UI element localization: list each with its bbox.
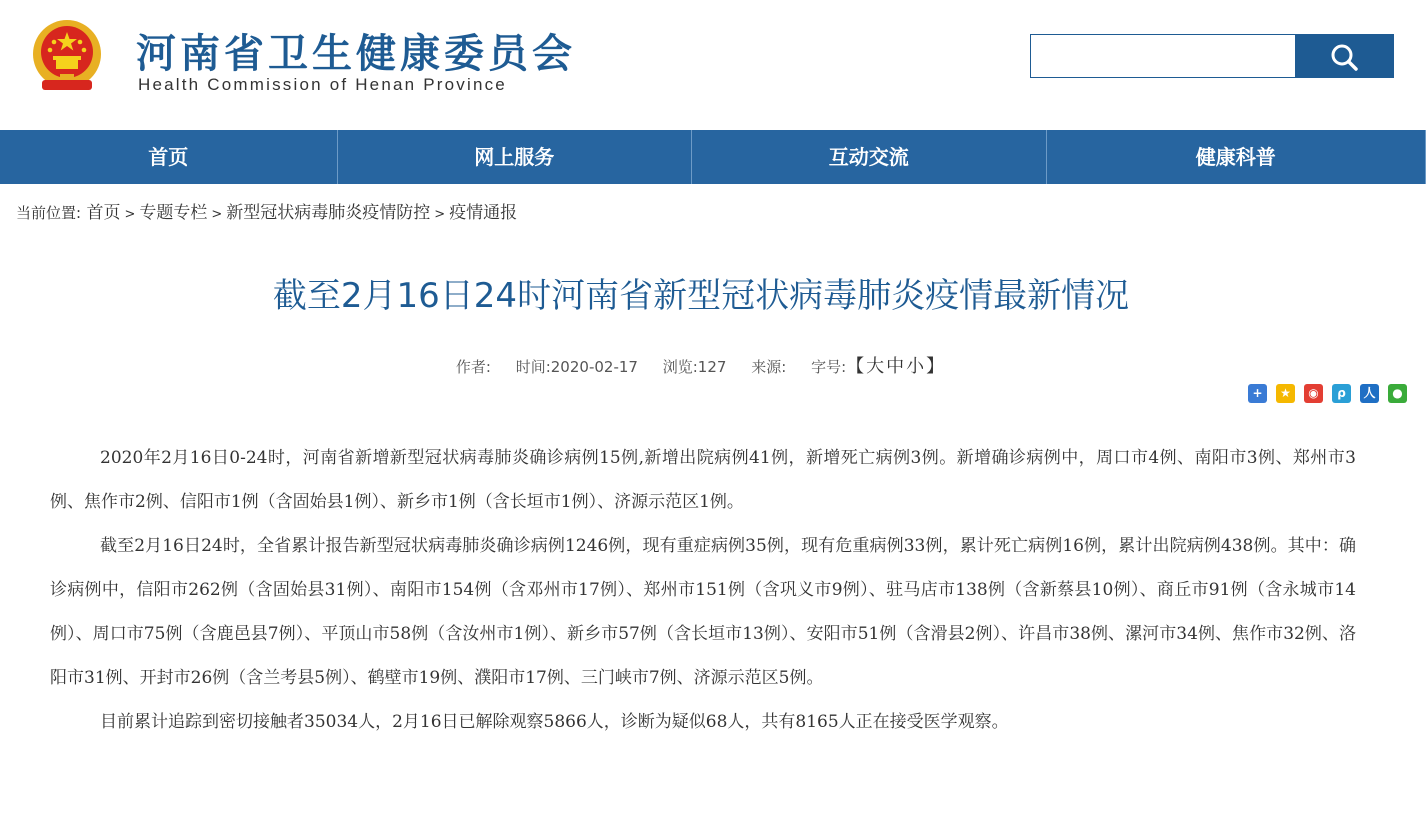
site-subtitle: Health Commission of Henan Province bbox=[138, 75, 507, 94]
site-title: 河南省卫生健康委员会 bbox=[136, 31, 576, 77]
site-header bbox=[0, 0, 1426, 130]
breadcrumb-separator: > bbox=[124, 207, 136, 222]
nav-item-home[interactable]: 首页 bbox=[0, 130, 338, 184]
search-box bbox=[1030, 34, 1394, 78]
breadcrumb-separator: > bbox=[211, 207, 223, 222]
breadcrumb bbox=[16, 198, 517, 223]
weibo-icon[interactable]: ◉ bbox=[1304, 384, 1323, 403]
font-size-medium-button[interactable]: 中 bbox=[886, 356, 907, 377]
font-size-large-button[interactable]: 大 bbox=[866, 356, 887, 377]
article-paragraph: 2020年2月16日0-24时，河南省新增新型冠状病毒肺炎确诊病例15例,新增出院病例41例，新增死亡病例3例。新增确诊病例中，周口市4例、南阳市3例、郑州市3例、焦作市2例、信阳市1例（含固始县1例）、新乡市1例（含长垣市1例）、济源示范区1例。 bbox=[50, 448, 1356, 512]
breadcrumb-epidemic-report[interactable]: 疫情通报 bbox=[449, 203, 518, 223]
breadcrumb-covid-prevention[interactable]: 新型冠状病毒肺炎疫情防控 bbox=[226, 203, 431, 223]
font-size-label: 字号: bbox=[811, 358, 847, 376]
article-meta bbox=[0, 352, 1402, 378]
tencent-weibo-icon[interactable]: ρ bbox=[1332, 384, 1351, 403]
wechat-icon[interactable]: ● bbox=[1388, 384, 1407, 403]
time-label: 时间: bbox=[515, 358, 551, 376]
nav-item-online-services[interactable]: 网上服务 bbox=[338, 130, 693, 184]
publish-date: 2020-02-17 bbox=[550, 358, 638, 376]
national-emblem-icon[interactable] bbox=[30, 18, 104, 96]
article-title: 截至2月16日24时河南省新型冠状病毒肺炎疫情最新情况 bbox=[272, 276, 1130, 316]
breadcrumb-home[interactable]: 首页 bbox=[86, 203, 121, 223]
main-nav bbox=[0, 130, 1426, 184]
nav-item-interaction[interactable]: 互动交流 bbox=[692, 130, 1047, 184]
renren-icon[interactable]: 人 bbox=[1360, 384, 1379, 403]
views-label: 浏览: bbox=[662, 358, 698, 376]
search-icon bbox=[1329, 42, 1359, 72]
font-size-bracket-open: 【 bbox=[846, 356, 867, 377]
search-input[interactable] bbox=[1031, 35, 1296, 77]
nav-item-health-science[interactable]: 健康科普 bbox=[1047, 130, 1426, 184]
author-label: 作者: bbox=[455, 358, 491, 376]
article-paragraph: 目前累计追踪到密切接触者35034人，2月16日已解除观察5866人，诊断为疑似68人，共有8165人正在接受医学观察。 bbox=[100, 712, 1009, 732]
article-body bbox=[50, 436, 1356, 744]
font-size-small-button[interactable]: 小 bbox=[906, 356, 927, 377]
breadcrumb-separator: > bbox=[434, 207, 446, 222]
search-button[interactable] bbox=[1295, 35, 1393, 77]
article-paragraph: 截至2月16日24时，全省累计报告新型冠状病毒肺炎确诊病例1246例，现有重症病例35例，现有危重病例33例，累计死亡病例16例，累计出院病例438例。其中：确诊病例中，信阳市262例（含固始县31例）、南阳市154例（含邓州市17例）、郑州市151例（含巩义市9例）、驻马店市138例（含新蔡县10例）、商丘市91例（含永城市14例）、周口市75例（含鹿邑县7例）、平顶山市58例（含汝州市1例）、新乡市57例（含长垣市13例）、安阳市51例（含滑县2例）、许昌市38例、漯河市34例、焦作市32例、洛阳市31例、开封市26例（含兰考县5例）、鹤壁市19例、濮阳市17例、三门峡市7例、济源示范区5例。 bbox=[50, 536, 1356, 688]
share-bar bbox=[1248, 384, 1407, 403]
source-label: 来源: bbox=[751, 358, 787, 376]
breadcrumb-label: 当前位置: bbox=[16, 204, 82, 222]
font-size-bracket-close: 】 bbox=[926, 356, 947, 377]
share-more-icon[interactable]: + bbox=[1248, 384, 1267, 403]
view-count: 127 bbox=[697, 358, 727, 376]
breadcrumb-special-topics[interactable]: 专题专栏 bbox=[139, 203, 208, 223]
qzone-icon[interactable]: ★ bbox=[1276, 384, 1295, 403]
